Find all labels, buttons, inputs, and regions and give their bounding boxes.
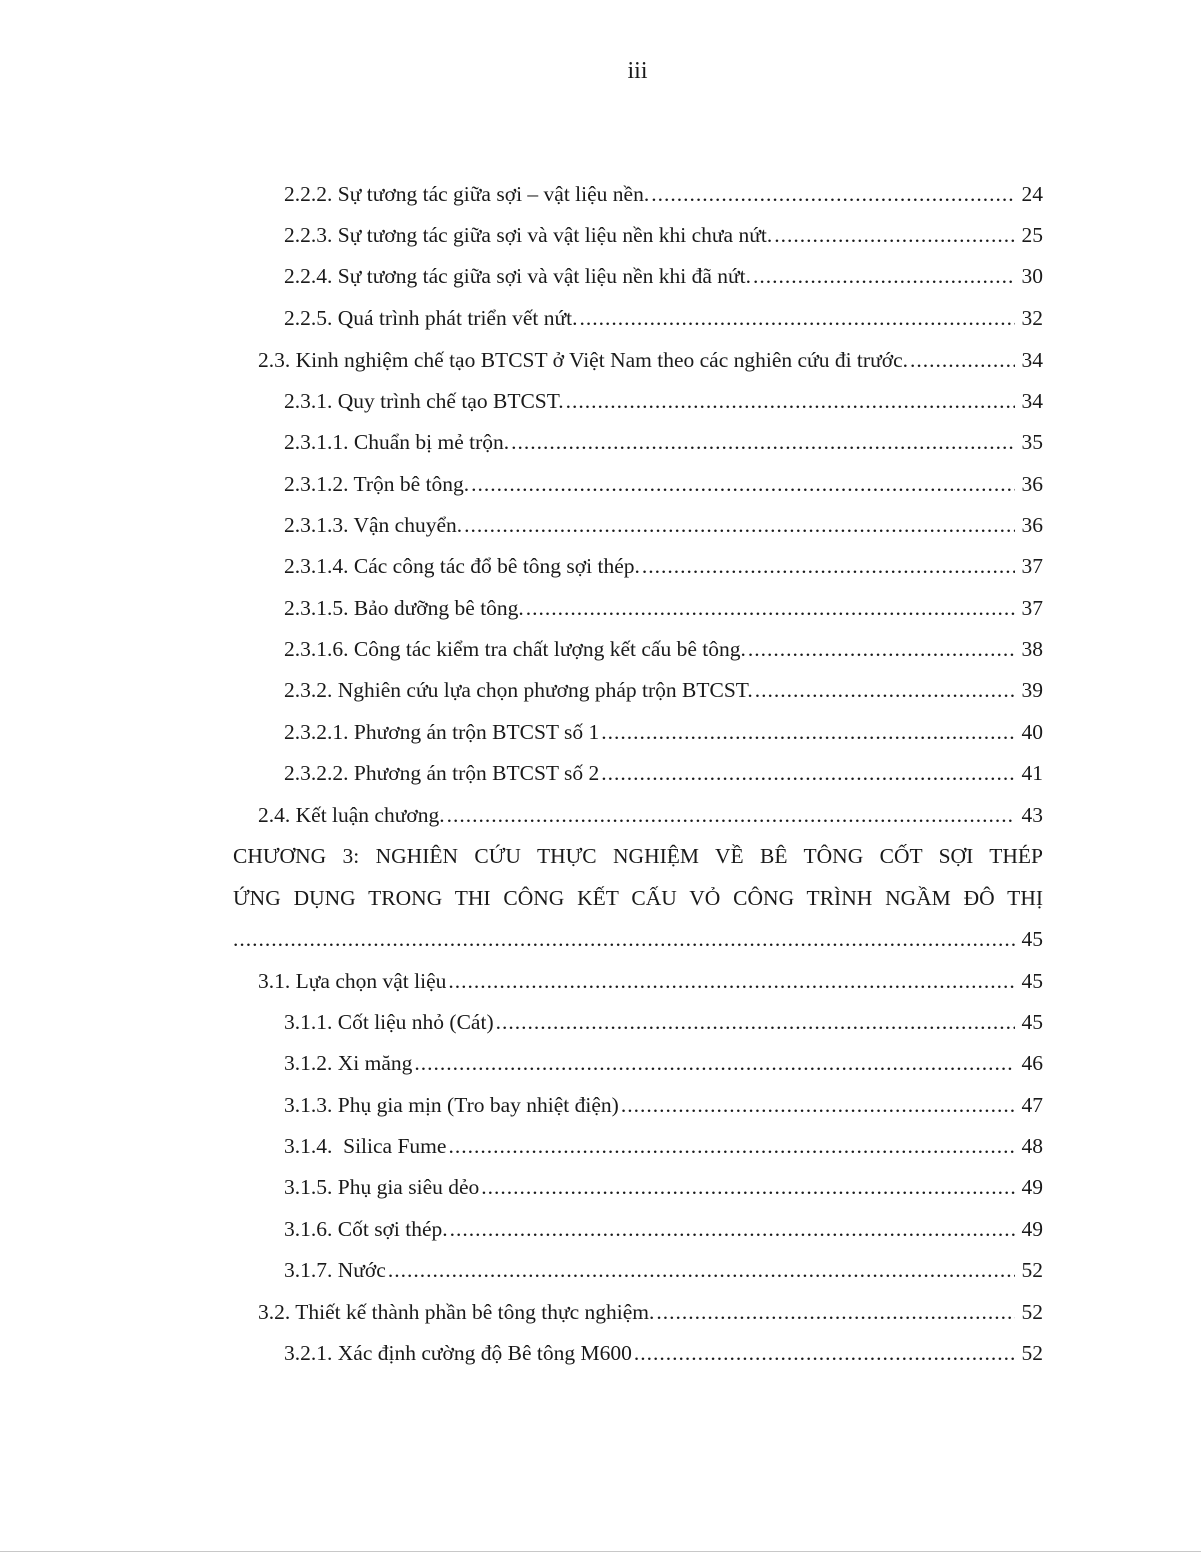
toc-entry[interactable] [284, 1002, 1043, 1042]
toc-entry-title: 3.1.1. Cốt liệu nhỏ (Cát) [284, 1010, 494, 1034]
dot-leader [464, 505, 1015, 545]
dot-leader [511, 422, 1015, 462]
dot-leader [526, 588, 1015, 628]
page-number: iii [627, 58, 648, 84]
toc-entry[interactable] [284, 588, 1043, 628]
toc-entry-title: 3.2. Thiết kế thành phần bê tông thực nghiệm. [258, 1300, 655, 1324]
dot-leader [496, 1002, 1015, 1042]
toc-entry-page: 41 [1021, 761, 1043, 785]
toc-entry-page: 25 [1021, 223, 1043, 247]
chapter-heading-line-2[interactable]: ỨNG DỤNG TRONG THI CÔNG KẾT CẤU VỎ CÔNG TRÌNH NGẦM ĐÔ THỊ [233, 886, 1043, 910]
toc-entry-title: 2.4. Kết luận chương. [258, 803, 445, 827]
dot-leader [601, 753, 1015, 793]
toc-entry-page: 40 [1021, 720, 1043, 744]
toc-entry[interactable] [258, 961, 1043, 1001]
toc-entry-title: 2.2.5. Quá trình phát triển vết nứt. [284, 306, 578, 330]
toc-entry[interactable] [284, 1209, 1043, 1249]
toc-entry-title: 2.3.1.2. Trộn bê tông. [284, 472, 470, 496]
toc-entry[interactable] [284, 1085, 1043, 1125]
toc-entry[interactable] [258, 340, 1043, 380]
page-bottom-edge [0, 1551, 1201, 1552]
toc-entry-page: 49 [1021, 1217, 1043, 1241]
toc-entry-page: 37 [1021, 596, 1043, 620]
dot-leader [910, 340, 1015, 380]
dot-leader [579, 298, 1015, 338]
toc-entry-title: 2.3.1.4. Các công tác đổ bê tông sợi thép. [284, 554, 640, 578]
toc-entry-page: 45 [1021, 969, 1043, 993]
dot-leader [601, 712, 1015, 752]
dot-leader [414, 1043, 1015, 1083]
toc-entry-page: 34 [1021, 348, 1043, 372]
toc-entry-title: 2.3.2.1. Phương án trộn BTCST số 1 [284, 720, 600, 744]
toc-entry-title: 3.1.5. Phụ gia siêu dẻo [284, 1175, 480, 1199]
toc-entry-title: 3.1.7. Nước [284, 1258, 386, 1282]
dot-leader [651, 174, 1015, 214]
dot-leader [448, 961, 1015, 1001]
toc-entry-title: 2.3.1. Quy trình chế tạo BTCST. [284, 389, 564, 413]
toc-entry-title: 2.2.4. Sự tương tác giữa sợi và vật liệu nền khi đã nứt. [284, 264, 752, 288]
dot-leader [566, 381, 1015, 421]
dot-leader [471, 464, 1015, 504]
toc-entry-title: 3.1.4. Silica Fume [284, 1134, 447, 1158]
toc-entry[interactable] [284, 546, 1043, 586]
chapter-page-row[interactable] [233, 919, 1043, 959]
toc-entry-page: 24 [1021, 182, 1043, 206]
toc-entry[interactable] [258, 1292, 1043, 1332]
toc-entry-title: 3.1.3. Phụ gia mịn (Tro bay nhiệt điện) [284, 1093, 619, 1117]
toc-entry[interactable] [284, 1043, 1043, 1083]
dot-leader [450, 1209, 1015, 1249]
toc-entry-page: 34 [1021, 389, 1043, 413]
toc-entry-page: 52 [1021, 1300, 1043, 1324]
toc-entry[interactable] [284, 422, 1043, 462]
toc-entry-title: 3.1. Lựa chọn vật liệu [258, 969, 447, 993]
toc-entry[interactable] [284, 256, 1043, 296]
toc-entry-title: 3.1.2. Xi măng [284, 1051, 413, 1075]
toc-entry[interactable] [284, 1167, 1043, 1207]
dot-leader [753, 256, 1015, 296]
toc-entry-page: 52 [1021, 1258, 1043, 1282]
toc-entry-page: 47 [1021, 1093, 1043, 1117]
toc-entry-title: 2.3.1.3. Vận chuyển. [284, 513, 463, 537]
toc-entry-title: 2.3.1.6. Công tác kiểm tra chất lượng kết cấu bê tông. [284, 637, 746, 661]
dot-leader [656, 1292, 1015, 1332]
toc-entry-title: 2.3.2. Nghiên cứu lựa chọn phương pháp trộn BTCST. [284, 678, 753, 702]
toc-entry-page: 35 [1021, 430, 1043, 454]
toc-entry-title: 2.3. Kinh nghiệm chế tạo BTCST ở Việt Nam theo các nghiên cứu đi trước. [258, 348, 909, 372]
chapter-page: 45 [1021, 927, 1043, 951]
dot-leader [481, 1167, 1015, 1207]
dot-leader [634, 1333, 1015, 1373]
toc-entry[interactable] [258, 795, 1043, 835]
toc-entry-title: 2.3.2.2. Phương án trộn BTCST số 2 [284, 761, 600, 785]
toc-entry-title: 2.2.3. Sự tương tác giữa sợi và vật liệu nền khi chưa nứt. [284, 223, 773, 247]
dot-leader [748, 629, 1015, 669]
toc-entry[interactable] [284, 381, 1043, 421]
toc-entry[interactable] [284, 174, 1043, 214]
toc-entry-page: 30 [1021, 264, 1043, 288]
dot-leader [388, 1250, 1015, 1290]
toc-entry-page: 46 [1021, 1051, 1043, 1075]
toc-entry[interactable] [284, 1250, 1043, 1290]
toc-entry-page: 43 [1021, 803, 1043, 827]
toc-entry-page: 32 [1021, 306, 1043, 330]
toc-entry-page: 39 [1021, 678, 1043, 702]
toc-entry-title: 2.3.1.5. Bảo dưỡng bê tông. [284, 596, 524, 620]
toc-entry[interactable] [284, 1126, 1043, 1166]
toc-entry[interactable] [284, 215, 1043, 255]
toc-entry[interactable] [284, 298, 1043, 338]
toc-entry[interactable] [284, 670, 1043, 710]
dot-leader [233, 919, 1015, 959]
toc-entry-page: 37 [1021, 554, 1043, 578]
dot-leader [642, 546, 1015, 586]
toc-entry-title: 2.2.2. Sự tương tác giữa sợi – vật liệu nền. [284, 182, 650, 206]
toc-entry[interactable] [284, 1333, 1043, 1373]
dot-leader [774, 215, 1015, 255]
toc-entry-page: 36 [1021, 513, 1043, 537]
toc-entry[interactable] [284, 464, 1043, 504]
toc-entry-title: 3.2.1. Xác định cường độ Bê tông M600 [284, 1341, 632, 1365]
toc-entry[interactable] [284, 712, 1043, 752]
dot-leader [621, 1085, 1015, 1125]
dot-leader [447, 795, 1015, 835]
toc-entry-page: 36 [1021, 472, 1043, 496]
toc-entry[interactable] [284, 505, 1043, 545]
toc-entry-page: 45 [1021, 1010, 1043, 1034]
toc-entry-page: 52 [1021, 1341, 1043, 1365]
toc-entry-title: 2.3.1.1. Chuẩn bị mẻ trộn. [284, 430, 510, 454]
toc-entry[interactable] [284, 629, 1043, 669]
dot-leader [448, 1126, 1015, 1166]
toc-entry-page: 38 [1021, 637, 1043, 661]
toc-entry[interactable] [284, 753, 1043, 793]
dot-leader [755, 670, 1015, 710]
toc-entry-page: 48 [1021, 1134, 1043, 1158]
toc-entry-title: 3.1.6. Cốt sợi thép. [284, 1217, 448, 1241]
toc-entry-page: 49 [1021, 1175, 1043, 1199]
chapter-heading-line-1[interactable]: CHƯƠNG 3: NGHIÊN CỨU THỰC NGHIỆM VỀ BÊ TÔNG CỐT SỢI THÉP [233, 844, 1043, 868]
